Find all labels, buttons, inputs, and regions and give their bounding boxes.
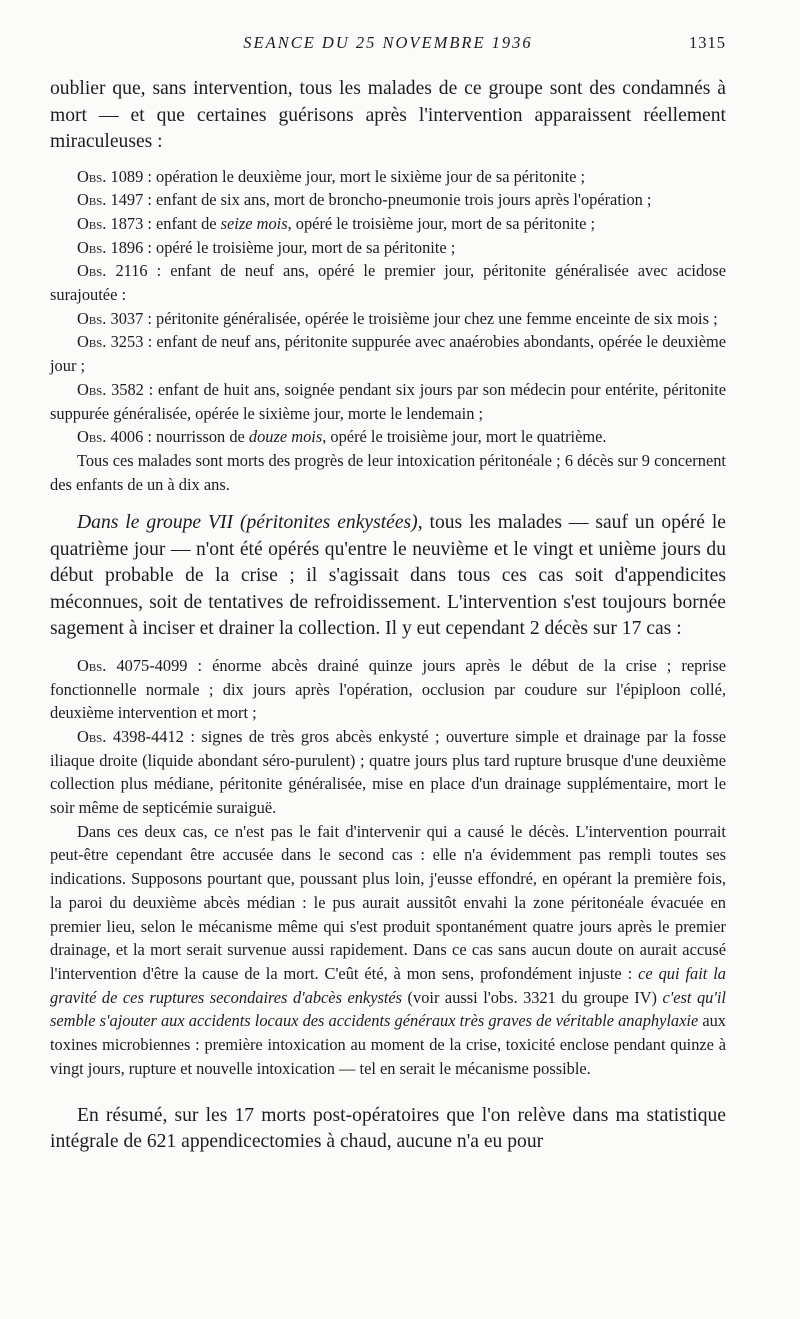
observation-3253 [50, 330, 726, 377]
discussion-text: (voir aussi l'obs. 3321 du groupe IV) [402, 987, 663, 1007]
obs-label: Obs. [77, 655, 107, 675]
obs-number: 1497 [110, 190, 144, 210]
obs-text-italic: douze mois [248, 427, 323, 447]
obs-label: Obs. [77, 261, 107, 281]
observation-2116 [50, 259, 726, 306]
observation-3037 [50, 307, 726, 331]
group-7-paragraph [50, 510, 726, 643]
conclusion-paragraph: En résumé, sur les 17 morts post-opératoires que l'on relève dans ma statistique intégrale de 621 appendicectomies à chaud, aucune n'a eu pour [50, 1104, 726, 1152]
obs-number: 1873 [110, 213, 144, 233]
obs-number: 4398-4412 [112, 726, 184, 746]
obs-text: : enfant de six ans, mort de broncho-pneumonie trois jours après l'opération ; [143, 190, 652, 210]
observation-4075-4099 [50, 654, 726, 725]
group-7-text: tous les malades — sauf un opéré le quatrième jour — n'ont été opérés qu'entre le neuvième et le vingt et unième jours du début probable de la crise ; il s'agissait dans tous ces cas soit d'appendicites méconnues, soit de tentatives de refroidissement. L'intervention s'est toujours bornée sagement à inciser et drainer la collection. Il y eut cependant 2 décès sur 17 cas : [50, 512, 726, 640]
discussion-text: Dans ces deux cas, ce n'est pas le fait d'intervenir qui a causé le décès. L'intervention pourrait peut-être cependant être accusée dans le second cas : elle n'a évidemment pas rempli toutes ses indications. Supposons pourtant que, poussant plus loin, j'eusse effondré, en opérant la première fois, la paroi du deuxième abcès médian : le pus aurait aussitôt envahi la zone péritonéale évacuée en premier lieu, selon le mécanisme même qui s'est produit spontanément quatre jours après le premier drainage, et la mort serait survenue aussi rapidement. Dans ce cas sans aucun doute on aurait accusé l'intervention d'être la cause de la mort. C'eût été, à mon sens, profondément injuste : [50, 821, 726, 983]
discussion-text: aux toxines microbiennes : première intoxication au moment de la crise, toxicité enclose pendant quinze à vingt jours, rupture et nouvelle intoxication — tel en serait le mécanisme possible. [50, 1011, 726, 1078]
page-body [50, 76, 726, 1156]
obs-text: : enfant de huit ans, soignée pendant six jours par son médecin pour entérite, péritonite suppurée généralisée, opérée le sixième jour, morte le lendemain ; [50, 379, 726, 423]
observation-4398-4412 [50, 725, 726, 820]
observation-list-group-6 [50, 165, 726, 497]
group-7-heading: Dans le groupe VII (péritonites enkystées), [77, 512, 423, 534]
obs-number: 3037 [110, 308, 144, 328]
obs-text: : opération le deuxième jour, mort le sixième jour de sa péritonite ; [143, 166, 586, 186]
obs-text: : enfant de neuf ans, péritonite suppurée avec anaérobies abondants, opérée le deuxième jour ; [50, 332, 726, 376]
obs-text: : opéré le troisième jour, mort de sa péritonite ; [143, 237, 456, 257]
discussion-italic: c'est qu'il semble s'ajouter aux accidents locaux des accidents généraux très graves de véritable anaphylaxie [50, 987, 726, 1031]
obs-label: Obs. [77, 332, 107, 352]
obs-label: Obs. [77, 213, 107, 233]
observation-1497 [50, 188, 726, 212]
observation-1896 [50, 236, 726, 260]
obs-text: : énorme abcès drainé quinze jours après le début de la crise ; reprise fonctionnelle normale ; dix jours après l'opération, occlusion par coudure sur l'épiploon collé, deuxième intervention et mort ; [50, 655, 726, 723]
obs-number: 2116 [115, 261, 148, 281]
obs-label: Obs. [77, 726, 107, 746]
obs-text: : nourrisson de [143, 427, 249, 447]
discussion-italic: ce qui fait la gravité de ces ruptures secondaires d'abcès enkystés [50, 963, 727, 1007]
obs-label: Obs. [77, 190, 107, 210]
obs-number: 4075-4099 [116, 655, 188, 675]
summary-paragraph: Tous ces malades sont morts des progrès de leur intoxication péritonéale ; 6 décès sur 9 concernent des enfants de un à dix ans. [50, 450, 726, 494]
obs-label: Obs. [77, 237, 107, 257]
observation-1089 [50, 165, 726, 189]
obs-label: Obs. [77, 308, 107, 328]
page-number: 1315 [689, 33, 726, 52]
observation-1873 [50, 212, 726, 236]
obs-text: : péritonite généralisée, opérée le troisième jour chez une femme enceinte de six mois ; [143, 308, 718, 328]
obs-text: , opéré le troisième jour, mort de sa péritonite ; [287, 213, 596, 233]
running-header [50, 30, 726, 54]
obs-label: Obs. [77, 166, 107, 186]
observation-list-group-7 [50, 654, 726, 1081]
obs-text: , opéré le troisième jour, mort le quatrième. [322, 427, 607, 447]
obs-number: 3582 [111, 379, 144, 399]
obs-label: Obs. [77, 379, 107, 399]
obs-number: 1089 [110, 166, 144, 186]
obs-text: : enfant de [143, 213, 221, 233]
running-title: SEANCE DU 25 NOVEMBRE 1936 [243, 33, 533, 52]
obs-label: Obs. [77, 427, 107, 447]
obs-number: 1896 [110, 237, 144, 257]
obs-number: 4006 [110, 427, 144, 447]
discussion-paragraph [50, 820, 726, 1081]
obs-text: : signes de très gros abcès enkysté ; ouverture simple et drainage par la fosse iliaque droite (liquide abondant séro-purulent) ; quatre jours plus tard rupture brusque d'une deuxième collection plus médiane, péritonite généralisée, mise en place d'un drainage supplémentaire, mort le soir même de septicémie suraiguë. [50, 726, 726, 818]
observation-4006 [50, 425, 726, 449]
observation-3582 [50, 378, 726, 425]
obs-number: 3253 [110, 332, 144, 352]
intro-paragraph: oublier que, sans intervention, tous les malades de ce groupe sont des condamnés à mort — et que certaines guérisons après l'intervention apparaissent réellement miraculeuses : [50, 78, 726, 152]
obs-text: : enfant de neuf ans, opéré le premier jour, péritonite généralisée avec acidose surajoutée : [50, 261, 726, 305]
obs-text-italic: seize mois [220, 213, 288, 233]
